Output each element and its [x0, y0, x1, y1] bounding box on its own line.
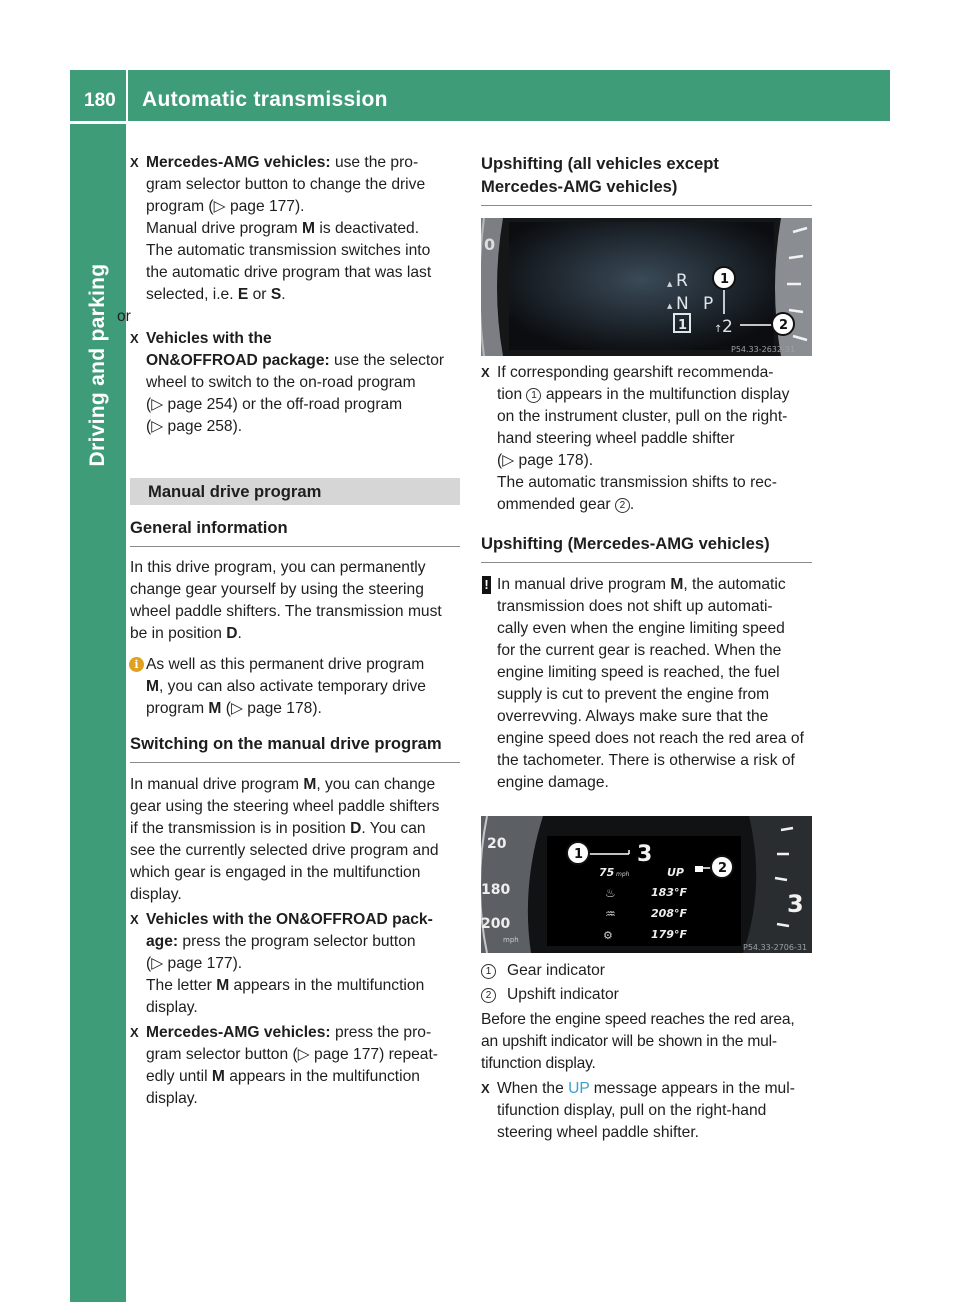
triangle-right-icon: ▷: [297, 1046, 310, 1063]
exclamation-icon: !: [482, 576, 491, 594]
page-ref-link[interactable]: page 178).: [247, 700, 322, 717]
dial-number-180: 180: [481, 882, 511, 898]
callout-1: 1: [574, 847, 584, 862]
temp-value-3: 179°F: [651, 928, 687, 941]
gear-display-illustration: [481, 218, 812, 356]
info-icon: i: [129, 657, 144, 672]
instruction-amg-press: X Mercedes-AMG vehicles: press the pro- gram selector button (▷ page 177) repeat- edly until M appears in the multifunction display.: [130, 1024, 439, 1107]
dial-number-200: 200: [481, 916, 511, 932]
page-ref-link[interactable]: page 177).: [167, 955, 243, 972]
arrow-right-icon: X: [130, 1025, 139, 1040]
amg-display-illustration: [481, 816, 812, 953]
triangle-right-icon: ▷: [502, 452, 515, 469]
triangle-right-icon: ▷: [151, 396, 164, 413]
page-header: [70, 70, 890, 121]
gear-indicator-3: 3: [637, 842, 653, 867]
page-ref-link[interactable]: page 177).: [229, 198, 305, 215]
heading-upshift-amg: Upshifting (Mercedes-AMG vehicles): [481, 532, 812, 563]
gear-letter-p: P: [703, 294, 714, 314]
general-paragraph: In this drive program, you can permanently change gear yourself by using the steering wheel paddle shifters. The transmission must be in position D.: [130, 559, 442, 642]
instruction-onoffroad-press: X Vehicles with the ON&OFFROAD pack- age: press the program selector button (▷ page 177). The letter M appears in the multifunction display.: [130, 911, 433, 1016]
dial-number-20: 20: [487, 836, 507, 852]
before-paragraph: Before the engine speed reaches the red area, an upshift indicator will be shown in the mul- tifunction display.: [481, 1011, 795, 1072]
up-message: UP: [568, 1080, 590, 1097]
page-ref-link[interactable]: page 177) repeat-: [314, 1046, 439, 1063]
arrow-right-icon: X: [130, 331, 139, 346]
svg-text:0: 0: [484, 235, 496, 254]
heading-upshift-non-amg: Upshifting (all vehicles except Mercedes-AMG vehicles): [481, 152, 812, 206]
page-title: Automatic transmission: [142, 88, 388, 111]
up-indicator: UP: [667, 866, 684, 879]
heading-switching-manual: Switching on the manual drive program: [130, 732, 460, 763]
svg-text:♒: ♒: [605, 907, 616, 921]
left-column: [117, 152, 460, 1110]
gear-letter-r: R: [676, 271, 688, 291]
legend-item-gear-indicator: 1 Gear indicator: [481, 960, 812, 982]
info-note: i As well as this permanent drive program M, you can also activate temporary drive program M (▷ page 178).: [130, 654, 460, 720]
triangle-right-icon: ▷: [213, 198, 226, 215]
callout-1: 1: [720, 272, 730, 287]
arrow-right-icon: X: [130, 912, 139, 927]
figure-amg-display: [481, 816, 812, 953]
arrow-right-icon: X: [481, 365, 490, 380]
instruction-onoffroad-switch: X Vehicles with the ON&OFFROAD package: use the selector wheel to switch to the on-road program (▷ page 254) or the off-road program (▷ page 258).: [130, 330, 445, 435]
svg-text:mph: mph: [503, 936, 519, 944]
page-number: 180: [84, 90, 116, 111]
warning-note: ! In manual drive program M, the automatic transmission does not shift up automati- cally even when the engine limiting speed for the current gear is reached. When the engine limiting speed is reached, the fuel supply is cut to prevent the engine from overrevving. Always make sure that the engine speed does not reach the red area of the tachometer. There is otherwise a risk of engine damage.: [481, 574, 812, 794]
gear-letter-n: N: [676, 294, 689, 314]
temp-value-2: 208°F: [651, 907, 687, 920]
svg-text:mph: mph: [616, 871, 630, 878]
figure-code: P54.33-2632-31: [731, 345, 796, 354]
temp-value-1: 183°F: [651, 886, 687, 899]
page-ref-link[interactable]: page 258).: [167, 418, 243, 435]
dial-gear-3: 3: [787, 890, 804, 918]
arrow-right-icon: X: [481, 1081, 490, 1096]
callout-2: 2: [718, 861, 728, 876]
svg-text:▲: ▲: [667, 280, 673, 288]
instruction-amg-switch: X Mercedes-AMG vehicles: use the pro- gram selector button to change the drive program (▷ page 177). Manual drive program M is deactivated. The automatic transmission switches into the automatic drive program that was last selected, i.e. E or S.: [130, 154, 432, 303]
svg-text:↑: ↑: [714, 324, 723, 335]
figure-code: P54.33-2706-31: [743, 943, 808, 952]
heading-general-information: General information: [130, 516, 460, 547]
arrow-right-icon: X: [130, 155, 139, 170]
right-column: [481, 152, 812, 1144]
callout-2: 2: [779, 318, 789, 333]
side-tab-label: Driving and parking: [86, 263, 109, 467]
triangle-right-icon: ▷: [230, 700, 243, 717]
instruction-when-up: X When the UP message appears in the mul- tifunction display, pull on the right-hand steering wheel paddle shifter.: [481, 1080, 795, 1141]
gear-number-1: 1: [678, 318, 688, 333]
legend-item-upshift-indicator: 2 Upshift indicator: [481, 984, 812, 1006]
svg-text:75: 75: [599, 866, 615, 879]
gear-number-2: 2: [722, 317, 733, 337]
figure-gear-display: [481, 218, 812, 356]
svg-text:▲: ▲: [667, 302, 673, 310]
switching-paragraph: In manual drive program M, you can change gear using the steering wheel paddle shifters if the transmission is in position D. You can see the currently selected drive program and which gear is engaged in the multifunction display.: [130, 776, 440, 903]
svg-text:♨: ♨: [605, 886, 616, 900]
page-ref-link[interactable]: page 178).: [518, 452, 594, 469]
instruction-upshift: X If corresponding gearshift recommenda- tion 1 appears in the multifunction display on the instrument cluster, pull on the right- hand steering wheel paddle shifter (▷ page 178). The automatic transmission shifts to rec- ommended gear 2 .: [481, 364, 790, 513]
page-ref-link[interactable]: page 254) or the off-road program: [167, 396, 403, 413]
svg-text:⚙: ⚙: [603, 929, 613, 942]
triangle-right-icon: ▷: [151, 418, 164, 435]
or-text: or: [117, 308, 131, 325]
header-divider: [126, 70, 128, 121]
triangle-right-icon: ▷: [151, 955, 164, 972]
section-title-band: Manual drive program: [130, 478, 460, 505]
